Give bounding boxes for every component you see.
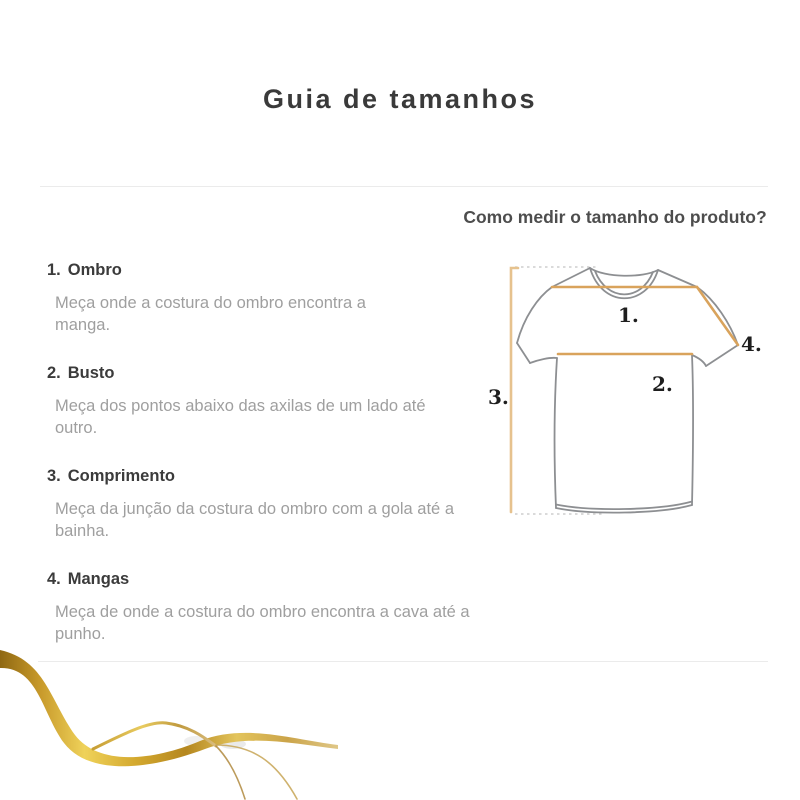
description-line: Meça de onde a costura do ombro encontra a cava até a — [55, 603, 470, 621]
measure-number: 1. — [47, 261, 61, 279]
ribbon-tail — [216, 745, 297, 799]
ribbon-tail — [216, 746, 245, 799]
description-line: Meça onde a costura do ombro encontra a — [55, 294, 366, 312]
measure-label: Busto — [67, 364, 115, 382]
list-item — [47, 569, 477, 645]
how-to-measure-heading: Como medir o tamanho do produto? — [463, 207, 767, 227]
measurement-instructions-list — [47, 260, 477, 672]
measure-label: Ombro — [67, 261, 122, 279]
diagram-label-length: 3. — [488, 385, 509, 409]
dashed-guide-lines — [515, 267, 602, 514]
diagram-label-sleeve: 4. — [741, 332, 762, 356]
list-item — [47, 363, 477, 439]
sleeve-measure-line — [697, 287, 738, 345]
description-line: manga. — [55, 315, 111, 334]
description-line: bainha. — [55, 521, 110, 540]
top-divider — [40, 186, 768, 187]
measure-description — [55, 293, 477, 336]
description-line: punho. — [55, 624, 106, 643]
gold-ribbon-decoration — [0, 645, 340, 800]
measure-description — [55, 499, 477, 542]
page-title: Guia de tamanhos — [262, 84, 538, 114]
measure-heading-sleeves — [47, 569, 477, 589]
tshirt-measurement-diagram — [480, 245, 780, 540]
ribbon-main-band — [0, 650, 338, 766]
measure-description — [55, 602, 477, 645]
measure-heading-shoulder — [47, 260, 477, 280]
description-line: outro. — [55, 418, 98, 437]
measure-heading-length — [47, 466, 477, 486]
measure-number: 2. — [47, 364, 61, 382]
length-measure-line — [511, 268, 518, 512]
measure-number: 3. — [47, 467, 61, 485]
measure-label: Comprimento — [67, 467, 176, 485]
description-line: Meça dos pontos abaixo das axilas de um lado até — [55, 397, 426, 415]
measure-heading-bust — [47, 363, 477, 383]
diagram-label-bust: 2. — [652, 372, 673, 396]
list-item — [47, 466, 477, 542]
measure-description — [55, 396, 477, 439]
diagram-label-shoulder: 1. — [618, 303, 639, 327]
list-item — [47, 260, 477, 336]
measure-number: 4. — [47, 570, 61, 588]
measure-label: Mangas — [67, 570, 130, 588]
description-line: Meça da junção da costura do ombro com a gola até a — [55, 500, 454, 518]
